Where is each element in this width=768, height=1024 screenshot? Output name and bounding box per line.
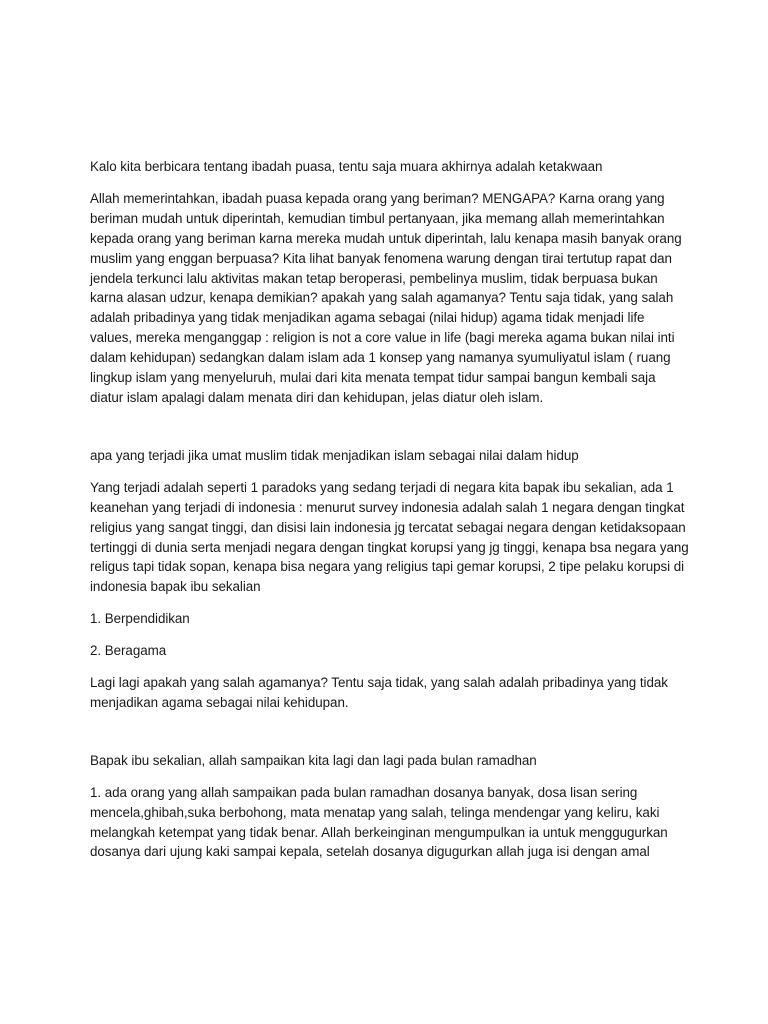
paragraph-lagi-lagi: Lagi lagi apakah yang salah agamanya? Tentu saja tidak, yang salah adalah pribadinya yang tidak menjadikan agama sebagai nilai kehidupan. [90, 675, 668, 710]
paragraph-ramadhan-point-1: 1. ada orang yang allah sampaikan pada bulan ramadhan dosanya banyak, dosa lisan sering mencela,ghibah,suka berbohong, mata menatap yang salah, telinga mendengar yang keliru, kaki melangkah ketempat yang tidak benar. Allah berkeinginan mengumpulkan ia untuk menggugurkan dosanya dari ujung kaki sampai kepala, setelah dosanya digugurkan allah juga isi dengan amal [90, 784, 668, 860]
document-body [90, 157, 690, 874]
paragraph-intro: Kalo kita berbicara tentang ibadah puasa, tentu saja muara akhirnya adalah ketakwaan [90, 159, 603, 174]
paragraph-paradoks: Yang terjadi adalah seperti 1 paradoks yang sedang terjadi di negara kita bapak ibu sekalian, ada 1 keanehan yang terjadi di indonesia : menurut survey indonesia adalah salah 1 negara dengan tingkat religius yang sangat tinggi, dan disisi lain indonesia jg tercatat sebagai negara dengan ketidaksopaan tertinggi di dunia serta menjadi negara dengan tingkat korupsi yang jg tinggi, kenapa bsa negara yang religus tapi tidak sopan, kenapa bisa negara yang religius tapi gemar korupsi, 2 tipe pelaku korupsi di indonesia bapak ibu sekalian [90, 479, 689, 595]
paragraph-allah-memerintahkan: Allah memerintahkan, ibadah puasa kepada orang yang beriman? MENGAPA? Karna orang yang beriman mudah untuk diperintah, kemudian timbul pertanyaan, jika memang allah memerintahkan kepada orang yang beriman karna mereka mudah untuk diperintah, lalu kenapa masih banyak orang muslim yang enggan berpuasa? Kita lihat banyak fenomena warung dengan tirai tertutup rapat dan jendela terkunci lalu aktivitas makan tetap beroperasi, pembelinya muslim, tidak berpuasa bukan karna alasan udzur, kenapa demikian? apakah yang salah agamanya? Tentu saja tidak, yang salah adalah pribadinya yang tidak menjadikan agama sebagai (nilai hidup) agama tidak menjadi life values, mereka menganggap : religion is not a core value in life (bagi mereka agama bukan nilai inti dalam kehidupan) sedangkan dalam islam ada 1 konsep yang namanya syumuliyatul islam ( ruang lingkup islam yang menyeluruh, mulai dari kita menata tempat tidur sampai bangun kembali saja diatur islam apalagi dalam menata diri dan kehidupan, jelas diatur oleh islam. [90, 190, 682, 405]
list-item-berpendidikan: 1. Berpendidikan [90, 611, 190, 627]
paragraph-bapak-ibu: Bapak ibu sekalian, allah sampaikan kita lagi dan lagi pada bulan ramadhan [90, 752, 537, 768]
list-item-beragama: 2. Beragama [90, 643, 167, 659]
paragraph-heading-umat-muslim: apa yang terjadi jika umat muslim tidak menjadikan islam sebagai nilai dalam hidup [90, 447, 579, 463]
